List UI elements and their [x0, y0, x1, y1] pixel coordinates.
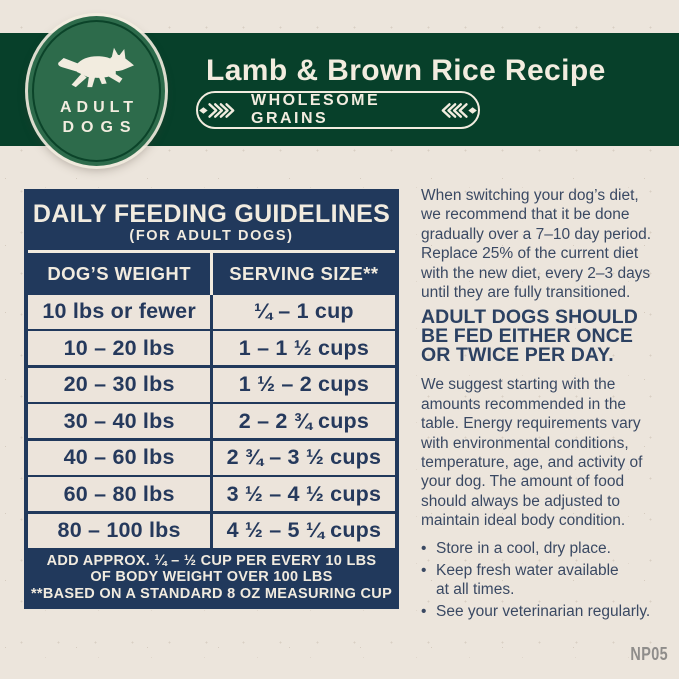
table-cell-weight: 60 – 80 lbs	[28, 477, 210, 511]
text-line: at all times.	[436, 581, 515, 598]
text-line: amounts recommended in the	[421, 395, 627, 413]
table-cell-serving: ¼ – 1 cup	[213, 295, 395, 329]
bullet-icon: •	[421, 602, 427, 620]
daily-feeding-guidelines-table	[24, 189, 399, 609]
text-line: until they are fully transitioned.	[421, 284, 631, 302]
table-cell-serving: 3 ½ – 4 ½ cups	[213, 477, 395, 511]
table-subtitle: (FOR ADULT DOGS)	[129, 228, 294, 244]
transition-paragraph	[421, 186, 677, 302]
table-cell-serving: 2 – 2 ¾ cups	[213, 404, 395, 438]
text-line: with environmental conditions,	[421, 434, 629, 452]
table-cell-serving: 1 – 1 ½ cups	[213, 331, 395, 365]
text-line: We suggest starting with the	[421, 376, 616, 394]
feeding-info-column	[421, 186, 677, 621]
table-title-block	[28, 193, 395, 250]
text-line: Keep fresh water available	[436, 561, 619, 579]
column-header-serving-size: SERVING SIZE**	[229, 262, 379, 284]
text-line: should always be adjusted to	[421, 492, 621, 510]
table-cell-weight: 40 – 60 lbs	[28, 441, 210, 475]
care-tips-list	[421, 539, 677, 622]
wheat-sprig-right-icon	[436, 102, 478, 119]
text-line: See your veterinarian regularly.	[436, 602, 651, 620]
wheat-sprig-left-icon	[198, 102, 240, 119]
text-line: gradually over a 7–10 day period.	[421, 225, 652, 243]
list-item-text	[436, 539, 611, 558]
list-item-text	[436, 561, 619, 600]
list-item	[421, 561, 677, 600]
wholesome-grains-banner	[196, 91, 480, 129]
product-code: NP05	[630, 644, 668, 664]
table-title: DAILY FEEDING GUIDELINES	[32, 200, 391, 228]
badge-label-adult: ADULT	[59, 99, 139, 116]
list-item	[421, 602, 677, 621]
running-dog-icon	[57, 46, 137, 98]
text-line: maintain ideal body condition.	[421, 512, 626, 530]
table-cell-serving: 2 ¾ – 3 ½ cups	[213, 441, 395, 475]
text-line: we recommend that it be done	[421, 206, 630, 224]
text-line: your dog. The amount of food	[421, 473, 625, 491]
table-cell-serving: 1 ½ – 2 cups	[213, 368, 395, 402]
table-cell-weight: 10 lbs or fewer	[28, 295, 210, 329]
text-line: temperature, age, and activity of	[421, 454, 643, 472]
table-cell-weight: 10 – 20 lbs	[28, 331, 210, 365]
heading-line: OR TWICE PER DAY.	[421, 344, 614, 367]
text-line: When switching your dog’s diet,	[421, 187, 639, 204]
table-cell-serving: 4 ½ – 5 ¼ cups	[213, 514, 395, 548]
banner-label: WHOLESOME GRAINS	[251, 92, 381, 127]
table-cell-weight: 20 – 30 lbs	[28, 368, 210, 402]
heading-line: BE FED EITHER ONCE	[421, 325, 633, 348]
footnote-line: OF BODY WEIGHT OVER 100 LBS	[90, 569, 333, 585]
recipe-title: Lamb & Brown Rice Recipe	[206, 54, 606, 87]
bullet-icon: •	[421, 539, 427, 557]
list-item	[421, 539, 677, 558]
feeding-frequency-heading	[421, 308, 677, 365]
table-cell-weight: 30 – 40 lbs	[28, 404, 210, 438]
table-footnote	[28, 548, 395, 606]
text-line: Store in a cool, dry place.	[436, 539, 611, 557]
table-cell-weight: 80 – 100 lbs	[28, 514, 210, 548]
badge-label-dogs: DOGS	[62, 119, 138, 136]
list-item-text	[436, 602, 650, 621]
column-header-dogs-weight: DOG’S WEIGHT	[47, 262, 191, 284]
bullet-icon: •	[421, 561, 427, 579]
footnote-line: ADD APPROX. ¼ – ½ CUP PER EVERY 10 LBS	[46, 552, 377, 569]
footnote-line: **BASED ON A STANDARD 8 OZ MEASURING CUP	[30, 585, 393, 602]
text-line: with the new diet, every 2–3 days	[421, 264, 651, 282]
text-line: table. Energy requirements vary	[421, 415, 641, 433]
table-body	[28, 295, 395, 548]
adult-dogs-badge	[28, 16, 165, 166]
amounts-paragraph	[421, 375, 677, 530]
heading-line: ADULT DOGS SHOULD	[421, 306, 638, 329]
text-line: Replace 25% of the current diet	[421, 245, 639, 263]
table-column-headers	[28, 253, 395, 295]
